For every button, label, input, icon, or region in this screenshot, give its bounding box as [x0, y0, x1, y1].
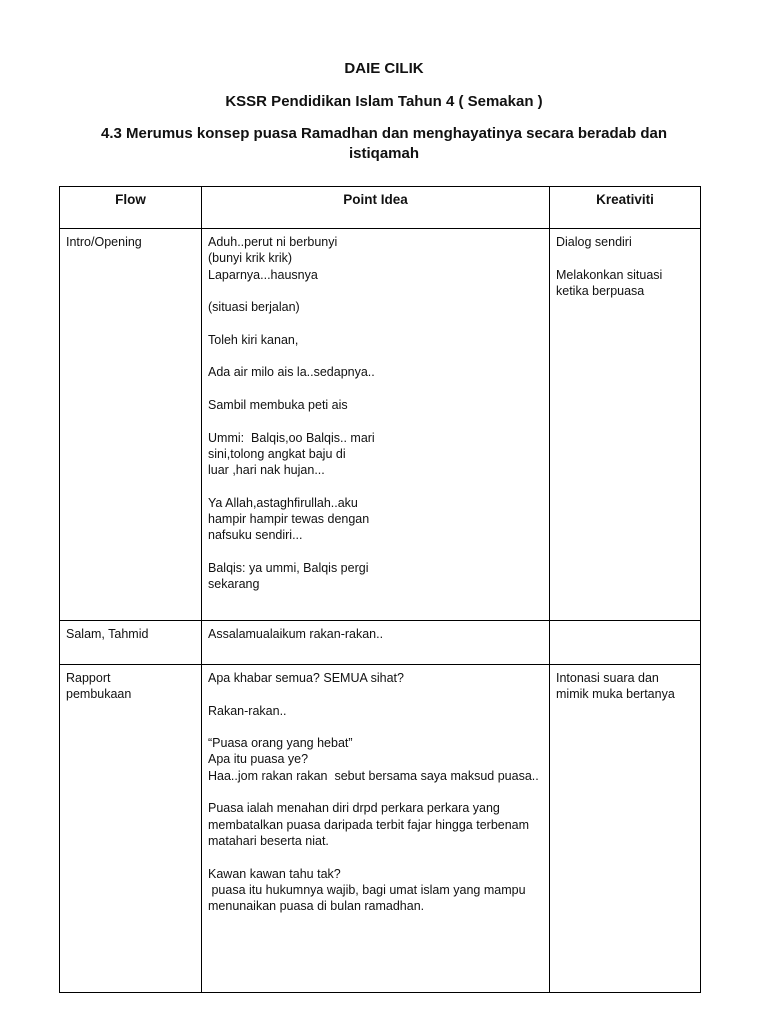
cell-line [208, 544, 543, 560]
point-idea-cell [202, 621, 550, 665]
point-idea-cell [202, 229, 550, 621]
document-title: DAIE CILIK [344, 60, 424, 77]
cell-line: matahari beserta niat. [208, 833, 329, 848]
cell-line: Apa itu puasa ye? [208, 752, 309, 767]
cell-line: Sambil membuka peti ais [208, 397, 348, 412]
cell-line: Toleh kiri kanan, [208, 332, 299, 347]
cell-line: Dialog sendiri [556, 235, 632, 249]
cell-line: Kawan kawan tahu tak? [208, 866, 341, 881]
cell-line: sini,tolong angkat baju di [208, 446, 346, 461]
cell-line: pembukaan [66, 687, 132, 702]
kreativiti-cell [550, 665, 701, 993]
cell-line: sekarang [208, 577, 260, 592]
flow-cell [60, 621, 202, 665]
cell-line: Assalamualaikum rakan-rakan.. [208, 627, 384, 641]
subtitle-line-2: 4.3 Merumus konsep puasa Ramadhan dan menghayatinya secara beradab dan [100, 125, 668, 142]
table-row [60, 621, 701, 665]
cell-line [208, 686, 543, 702]
kreativiti-cell [550, 229, 701, 621]
cell-line: menunaikan puasa di bulan ramadhan. [208, 899, 425, 914]
kreativiti-cell [550, 621, 701, 665]
table-row [60, 229, 701, 621]
cell-line: Puasa ialah menahan diri drpd perkara perkara yang [208, 801, 500, 816]
cell-line: hampir hampir tewas dengan [208, 512, 370, 527]
cell-line: Intro/Opening [66, 235, 142, 249]
cell-line: Ya Allah,astaghfirullah..aku [208, 495, 358, 510]
cell-line: ketika berpuasa [556, 283, 645, 298]
cell-line [556, 250, 694, 266]
cell-line: Ada air milo ais la..sedapnya.. [208, 365, 375, 380]
cell-line: luar ,hari nak hujan... [208, 463, 325, 478]
table-row [60, 665, 701, 993]
cell-line [208, 413, 543, 429]
cell-line: Aduh..perut ni berbunyi [208, 235, 338, 249]
cell-line [208, 849, 543, 865]
cell-line [208, 381, 543, 397]
subtitle-line-3: istiqamah [348, 145, 420, 162]
cell-line: mimik muka bertanya [556, 687, 675, 702]
cell-line: Ummi: Balqis,oo Balqis.. mari [208, 430, 375, 445]
cell-line: (situasi berjalan) [208, 300, 300, 315]
cell-line [208, 719, 543, 735]
cell-line [208, 478, 543, 494]
cell-line [208, 283, 543, 299]
cell-line: (bunyi krik krik) [208, 251, 293, 266]
point-idea-cell [202, 665, 550, 993]
cell-line: Melakonkan situasi [556, 267, 663, 282]
cell-line: Rakan-rakan.. [208, 703, 287, 718]
flow-cell [60, 229, 202, 621]
cell-line: Laparnya...hausnya [208, 267, 318, 282]
cell-line: Salam, Tahmid [66, 627, 149, 641]
cell-line: puasa itu hukumnya wajib, bagi umat islam yang mampu [208, 882, 526, 897]
cell-line: Rapport [66, 671, 111, 685]
cell-line: Intonasi suara dan [556, 671, 659, 685]
cell-line: Haa..jom rakan rakan sebut bersama saya maksud puasa.. [208, 768, 539, 783]
cell-line [208, 315, 543, 331]
header-point-idea: Point Idea [202, 187, 550, 229]
document-subtitle [0, 92, 768, 164]
cell-line: nafsuku sendiri... [208, 528, 303, 543]
table-header-row [60, 187, 701, 229]
flow-cell [60, 665, 202, 993]
lesson-plan-table [59, 186, 701, 993]
header-kreativiti: Kreativiti [550, 187, 701, 229]
cell-line [208, 784, 543, 800]
cell-line: Balqis: ya ummi, Balqis pergi [208, 560, 369, 575]
cell-line: “Puasa orang yang hebat” [208, 736, 353, 751]
cell-line: Apa khabar semua? SEMUA sihat? [208, 671, 404, 685]
cell-line [208, 348, 543, 364]
header-flow: Flow [60, 187, 202, 229]
subtitle-line-1: KSSR Pendidikan Islam Tahun 4 ( Semakan ) [225, 93, 543, 110]
cell-line: membatalkan puasa daripada terbit fajar hingga terbenam [208, 817, 530, 832]
